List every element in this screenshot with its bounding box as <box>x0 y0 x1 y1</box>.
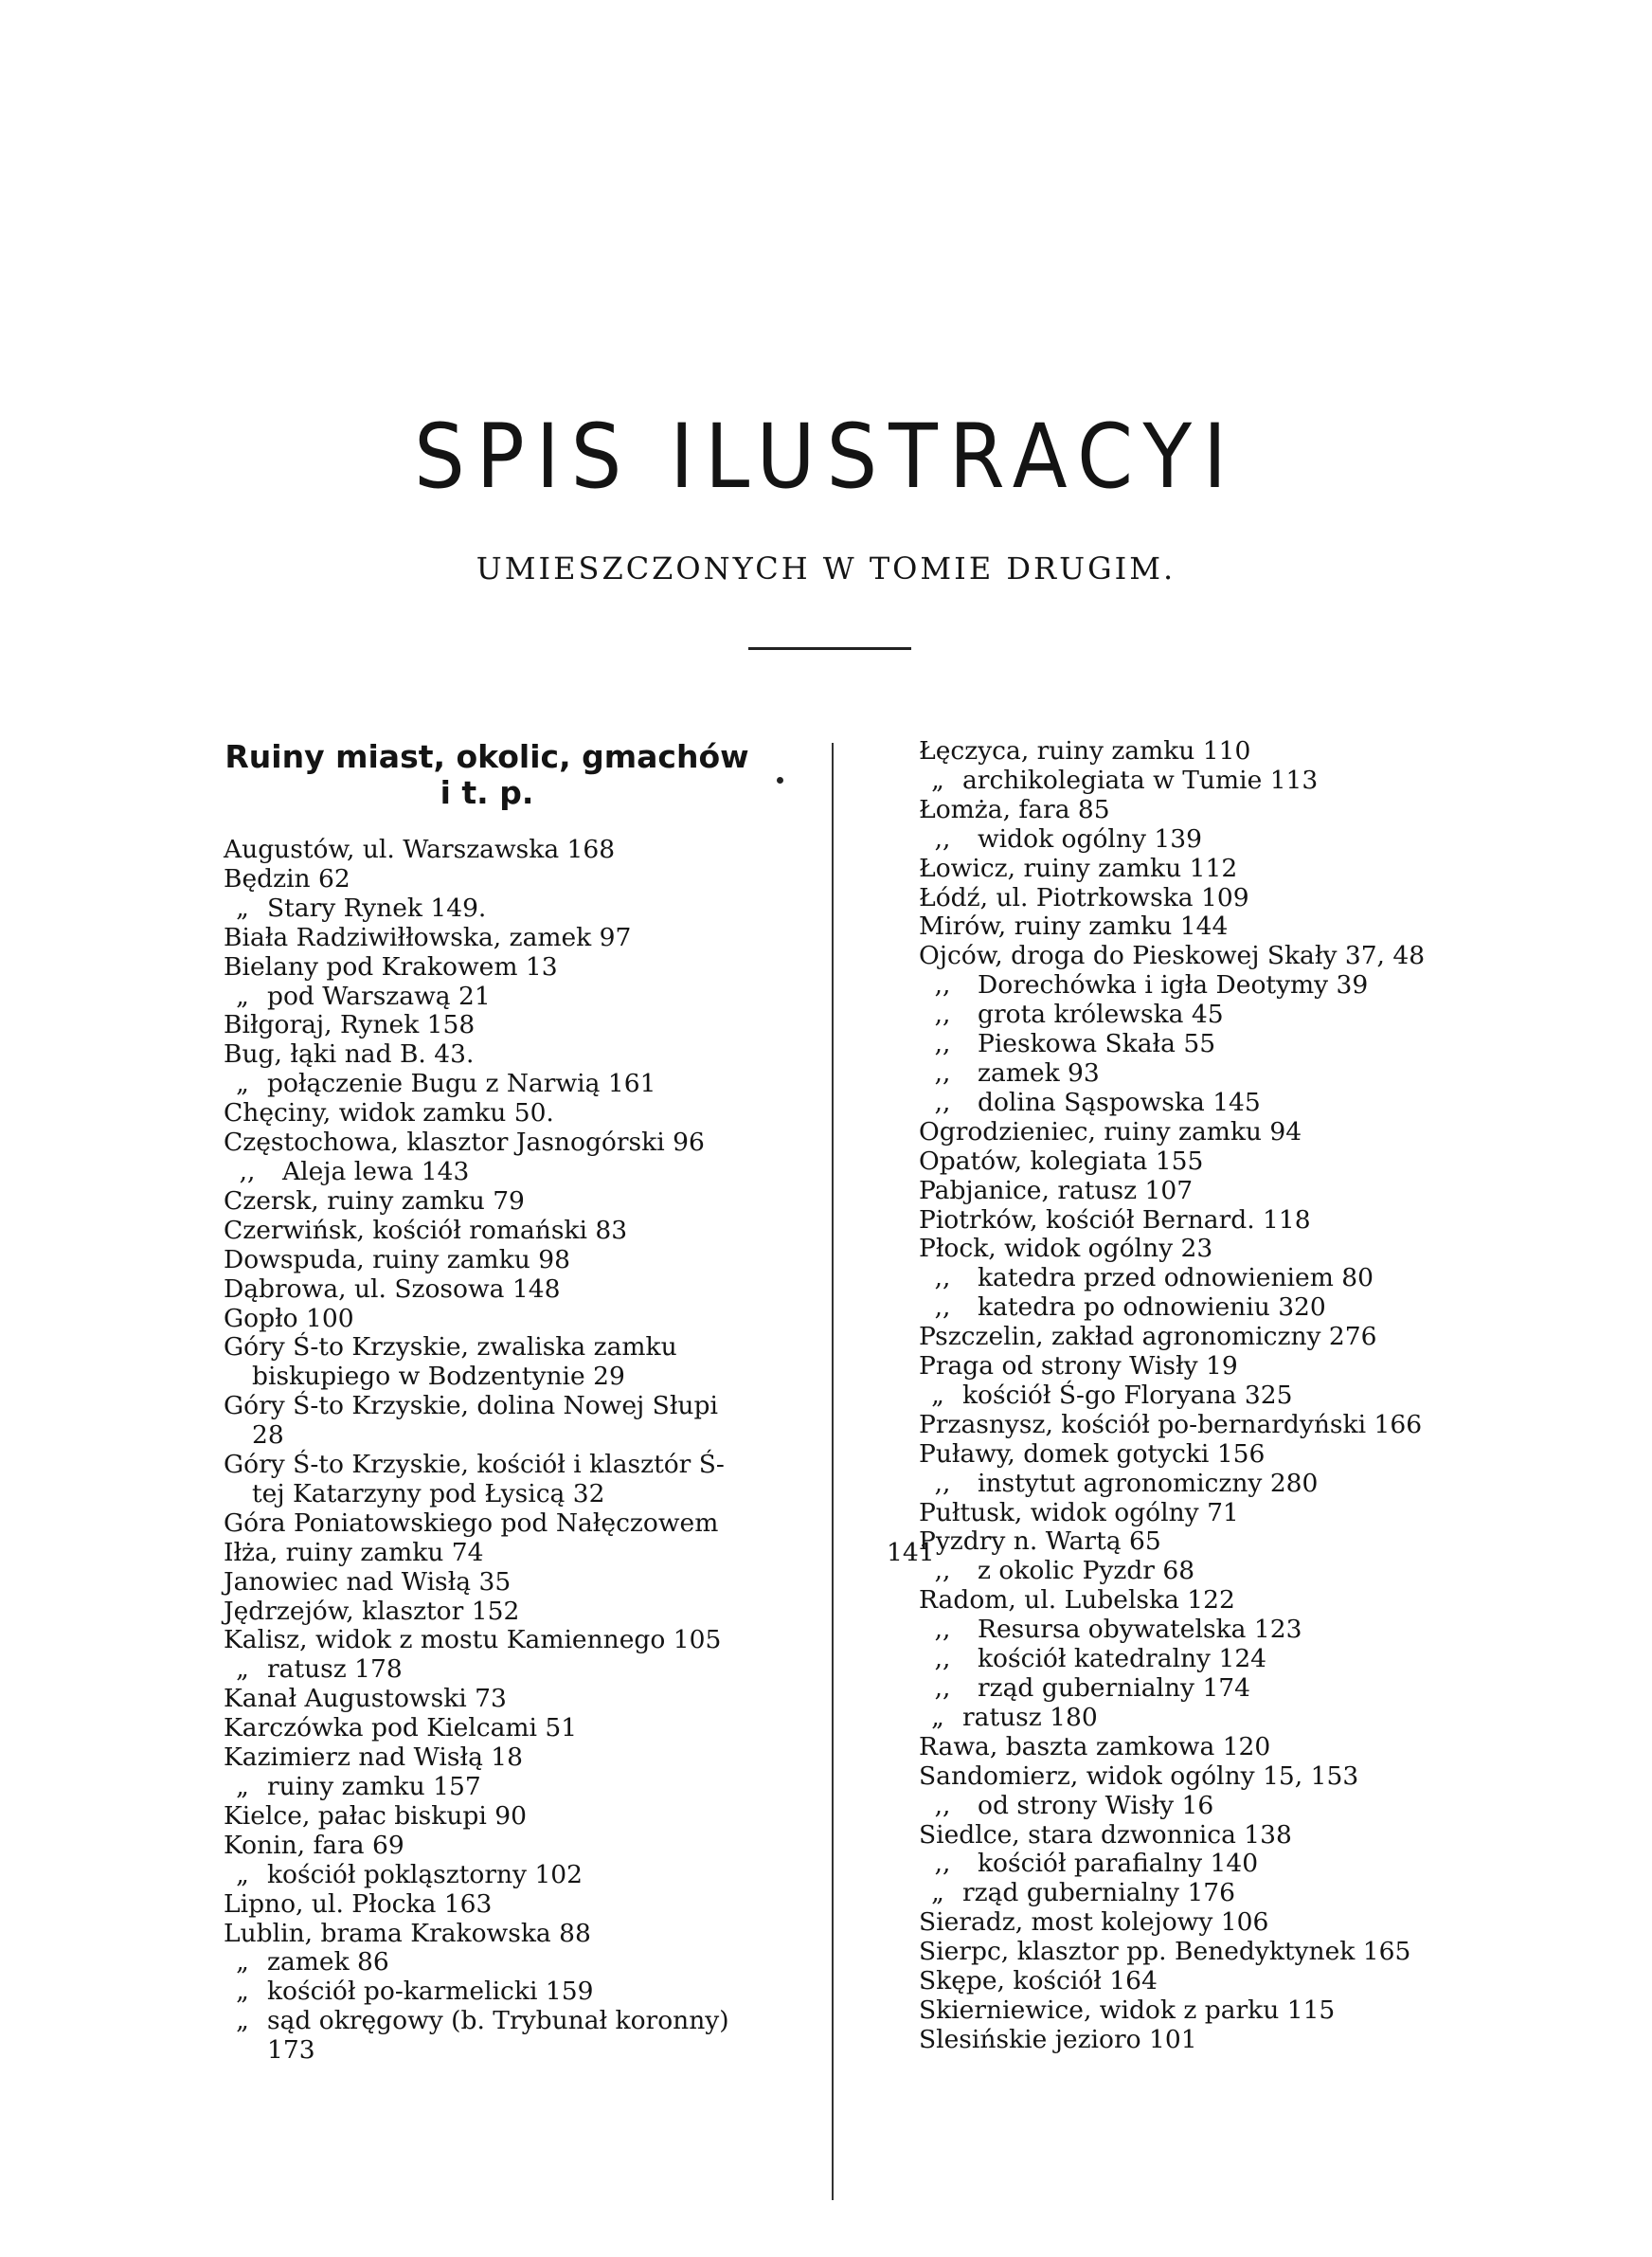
list-item: ,, kościół katedralny 124 <box>919 1645 1449 1674</box>
list-item: Góry Ś-to Krzyskie, zwaliska zamku biskupiego w Bodzentynie 29 <box>224 1332 677 1392</box>
list-item: Kazimierz nad Wisłą 18 <box>224 1742 524 1773</box>
list-item: Jędrzejów, klasztor 152 <box>224 1596 520 1626</box>
list-item: ,, katedra przed odnowieniem 80 <box>919 1264 1449 1293</box>
section-heading-continued: i t. p. <box>440 774 534 811</box>
list-item: Płock, widok ogólny 23 <box>919 1234 1213 1264</box>
list-item: Góry Ś-to Krzyskie, kościół i klasztór Ś-tej Katarzyny pod Łysicą 32 <box>224 1450 725 1508</box>
page-subtitle: UMIESZCZONYCH W TOMIE DRUGIM. <box>476 551 1176 587</box>
list-item: Skierniewice, widok z parku 115 <box>919 1995 1336 2025</box>
list-item: Konin, fara 69 <box>224 1830 404 1860</box>
list-item: „ archikolegiata w Tumie 113 <box>919 767 1449 796</box>
list-item: Kalisz, widok z mostu Kamiennego 105 <box>224 1625 722 1655</box>
list-item: Biała Radziwiłłowska, zamek 97 <box>224 922 632 952</box>
page-ref-continued: 141 <box>887 1537 935 1567</box>
list-item: Sierpc, klasztor pp. Benedyktynek 165 <box>919 1937 1411 1967</box>
list-item: ,, widok ogólny 139 <box>919 825 1449 855</box>
list-item: Sieradz, most kolejowy 106 <box>919 1907 1269 1938</box>
list-item: ,, grota królewska 45 <box>919 1001 1449 1030</box>
list-item: Częstochowa, klasztor Jasnogórski 96 <box>224 1128 705 1158</box>
list-item: „ zamek 86 <box>224 1948 750 1977</box>
title-rule <box>748 647 911 650</box>
list-item: Pułtusk, widok ogólny 71 <box>919 1497 1239 1527</box>
list-item: Łódź, ul. Piotrkowska 109 <box>919 882 1249 912</box>
list-item: Augustów, ul. Warszawska 168 <box>224 835 616 864</box>
list-item: Karczówka pod Kielcami 51 <box>224 1713 578 1743</box>
list-item: Pabjanice, ratusz 107 <box>919 1175 1194 1205</box>
list-item: Pyzdry n. Wartą 65 <box>919 1526 1161 1557</box>
list-item: Lipno, ul. Płocka 163 <box>224 1888 493 1919</box>
list-item: ,, instytut agronomiczny 280 <box>919 1470 1449 1499</box>
list-item: Kielce, pałac biskupi 90 <box>224 1800 527 1831</box>
list-item: Ogrodzieniec, ruiny zamku 94 <box>919 1116 1302 1147</box>
list-item: „ ratusz 180 <box>919 1704 1449 1733</box>
list-item: Łęczyca, ruiny zamku 110 <box>919 736 1251 766</box>
list-item: Przasnysz, kościół po-bernardyński 166 <box>919 1409 1423 1439</box>
list-item: Kanał Augustowski 73 <box>224 1684 507 1714</box>
list-item: Ojców, droga do Pieskowej Skały 37, 48 <box>919 941 1426 971</box>
page-title: SPIS ILUSTRACYI <box>414 406 1238 509</box>
list-item: „ ruiny zamku 157 <box>224 1773 750 1802</box>
list-item: ,, katedra po odnowieniu 320 <box>919 1293 1449 1323</box>
list-item: Czerwińsk, kościół romański 83 <box>224 1215 628 1245</box>
list-item: Bielany pod Krakowem 13 <box>224 951 558 982</box>
list-item: ,, od strony Wisły 16 <box>919 1792 1449 1821</box>
list-item: Janowiec nad Wisłą 35 <box>224 1566 512 1597</box>
list-item: Sandomierz, widok ogólny 15, 153 <box>919 1760 1359 1791</box>
printer-dot <box>777 777 783 784</box>
list-item: Czersk, ruiny zamku 79 <box>224 1185 525 1216</box>
list-item: Mirów, ruiny zamku 144 <box>919 912 1229 942</box>
list-item: Góra Poniatowskiego pod Nałęczowem <box>224 1508 719 1538</box>
list-item: Praga od strony Wisły 19 <box>919 1351 1238 1381</box>
list-item: „ sąd okręgowy (b. Trybunał koronny) 173 <box>224 2007 750 2066</box>
list-item: Rawa, baszta zamkowa 120 <box>919 1731 1271 1761</box>
list-item: ,, Dorechówka i igła Deotymy 39 <box>919 971 1449 1001</box>
list-item: ,, rząd gubernialny 174 <box>919 1674 1449 1704</box>
list-item: Puławy, domek gotycki 156 <box>919 1438 1266 1469</box>
list-item: Pszczelin, zakład agronomiczny 276 <box>919 1322 1377 1352</box>
list-item: Radom, ul. Lubelska 122 <box>919 1585 1235 1616</box>
list-item: ,, Resursa obywatelska 123 <box>919 1616 1449 1645</box>
list-item: Piotrków, kościół Bernard. 118 <box>919 1204 1311 1235</box>
list-item: „ pod Warszawą 21 <box>224 983 750 1012</box>
list-item: „ ratusz 178 <box>224 1655 750 1685</box>
list-item <box>224 1537 935 1568</box>
list-item: „ kościół pokląsztorny 102 <box>224 1861 750 1890</box>
list-item: „ kościół po-karmelicki 159 <box>224 1977 750 2007</box>
list-item: Opatów, kolegiata 155 <box>919 1146 1204 1176</box>
list-item: Góry Ś-to Krzyskie, dolina Nowej Słupi 28 <box>224 1391 718 1451</box>
list-item: ,, Pieskowa Skała 55 <box>919 1030 1449 1059</box>
list-item: Siedlce, stara dzwonnica 138 <box>919 1819 1292 1850</box>
list-item: ,, kościół parafialny 140 <box>919 1850 1449 1879</box>
list-item: Bug, łąki nad B. 43. <box>224 1039 475 1070</box>
list-item: ,, zamek 93 <box>919 1059 1449 1089</box>
list-item-text: Iłża, ruiny zamku 74 <box>224 1537 484 1567</box>
column-divider <box>832 743 834 2200</box>
list-item: Łomża, fara 85 <box>919 794 1110 824</box>
list-item: Dąbrowa, ul. Szosowa 148 <box>224 1273 561 1304</box>
list-item: Skępe, kościół 164 <box>919 1966 1158 1996</box>
section-heading: Ruiny miast, okolic, gmachów <box>224 738 749 775</box>
list-item: „ połączenie Bugu z Narwią 161 <box>224 1070 750 1099</box>
list-item: Gopło 100 <box>224 1303 354 1333</box>
list-item: Biłgoraj, Rynek 158 <box>224 1010 476 1040</box>
list-item: Będzin 62 <box>224 863 350 894</box>
list-item: ,, Aleja lewa 143 <box>224 1158 750 1187</box>
right-column <box>919 737 1449 2055</box>
list-item: ,, dolina Sąspowska 145 <box>919 1089 1449 1118</box>
list-item: „ rząd gubernialny 176 <box>919 1879 1449 1908</box>
list-item: Lublin, brama Krakowska 88 <box>224 1918 591 1948</box>
list-item: Chęciny, widok zamku 50. <box>224 1098 554 1128</box>
list-item: ,, z okolic Pyzdr 68 <box>919 1557 1449 1586</box>
list-item: Dowspuda, ruiny zamku 98 <box>224 1244 570 1274</box>
list-item: Slesińskie jezioro 101 <box>919 2024 1197 2054</box>
left-column <box>224 737 935 2066</box>
list-item: Łowicz, ruiny zamku 112 <box>919 853 1238 883</box>
list-item: „ Stary Rynek 149. <box>224 894 750 924</box>
list-item: „ kościół Ś-go Floryana 325 <box>919 1381 1449 1411</box>
